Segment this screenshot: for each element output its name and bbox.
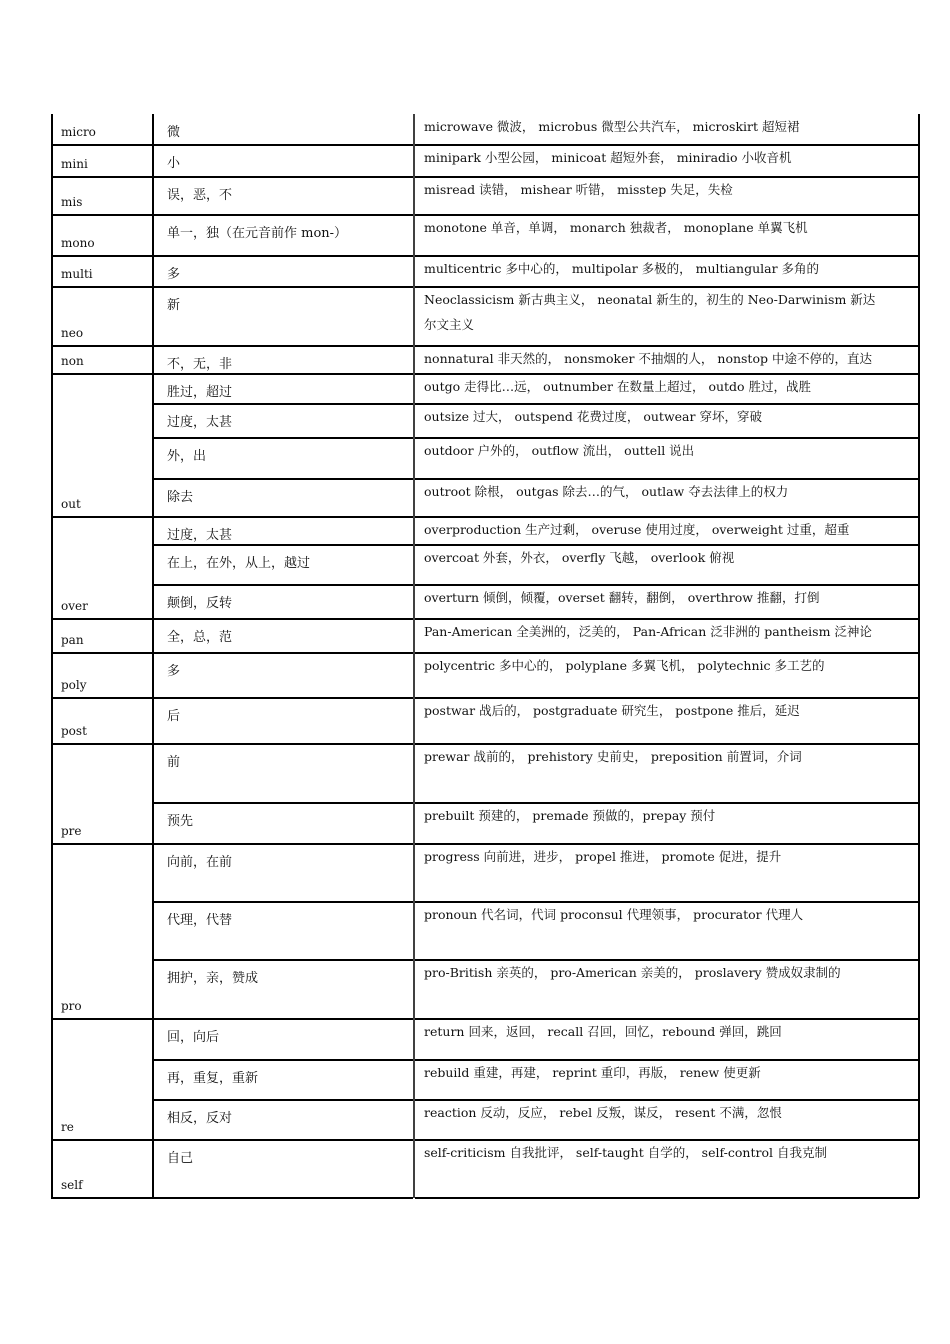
table-row — [156, 1060, 920, 1100]
table-row — [156, 177, 920, 215]
examples-text: outsize 过大， outspend 花费过度， outwear 穿坏，穿破 — [424, 409, 762, 424]
entry-pro — [51, 844, 920, 1019]
table-row — [156, 1019, 920, 1060]
prefix-label: over — [61, 599, 88, 613]
examples-text: misread 读错， mishear 听错， misstep 失足，失检 — [424, 182, 733, 197]
meaning-rows — [156, 114, 920, 145]
examples-cell — [414, 346, 920, 374]
meaning-rows — [156, 517, 920, 619]
examples-text: self-criticism 自我批评， self-taught 自学的， self-control 自我克制 — [424, 1145, 827, 1160]
examples-text: prewar 战前的， prehistory 史前史， preposition 前置词，介词 — [424, 749, 802, 764]
table-row — [156, 844, 920, 902]
meaning-rows — [156, 346, 920, 374]
table-row — [156, 479, 920, 517]
prefix-label: pan — [61, 633, 84, 647]
entry-mini — [51, 145, 920, 177]
meaning-cell: 全，总，范 — [167, 630, 233, 645]
prefix-label: poly — [61, 678, 87, 692]
examples-text: pronoun 代名词，代词 proconsul 代理领事， procurator 代理人 — [424, 907, 804, 922]
meaning-cell: 前 — [167, 755, 181, 770]
meaning-cell: 外，出 — [167, 449, 207, 464]
prefix-label: non — [61, 354, 84, 368]
examples-cell — [414, 177, 920, 215]
table-row — [156, 374, 920, 404]
prefix-label: pro — [61, 999, 82, 1013]
entry-non — [51, 346, 920, 374]
examples-cell — [414, 744, 920, 803]
prefix-label: mono — [61, 236, 95, 250]
prefix-label: re — [61, 1120, 74, 1134]
examples-text: outroot 除根， outgas 除去…的气， outlaw 夺去法律上的权力 — [424, 484, 789, 499]
prefix-label: multi — [61, 267, 93, 281]
prefix-cell — [51, 177, 151, 215]
examples-cell — [414, 114, 920, 145]
examples-cell — [414, 517, 920, 545]
prefix-cell — [51, 145, 151, 177]
entry-multi — [51, 256, 920, 287]
examples-text: pro-British 亲英的， pro-American 亲美的， proslavery 赞成奴隶制的 — [424, 965, 841, 980]
entry-re — [51, 1019, 920, 1140]
examples-cell — [414, 545, 920, 585]
prefix-cell — [51, 698, 151, 744]
examples-cell — [414, 1060, 920, 1100]
prefix-label: neo — [61, 326, 84, 340]
table-row — [156, 404, 920, 438]
examples-text: overturn 倾倒，倾覆，overset 翻转，翻倒， overthrow 推翻，打倒 — [424, 590, 820, 605]
prefix-label: mis — [61, 195, 83, 209]
examples-text: outdoor 户外的， outflow 流出， outtell 说出 — [424, 443, 695, 458]
examples-text: reaction 反动，反应， rebel 反叛，谋反， resent 不满，忽恨 — [424, 1105, 782, 1120]
table-row — [156, 619, 920, 653]
examples-cell — [414, 1100, 920, 1140]
examples-cell — [414, 145, 920, 177]
meaning-cell: 多 — [167, 267, 181, 282]
table-row — [156, 438, 920, 479]
prefix-table — [51, 114, 920, 1198]
examples-text: nonnatural 非天然的， nonsmoker 不抽烟的人， nonstop 中途不停的，直达 — [424, 351, 872, 366]
meaning-cell: 预先 — [167, 814, 194, 829]
meaning-rows — [156, 698, 920, 744]
examples-cell — [414, 404, 920, 438]
meaning-cell: 相反，反对 — [167, 1111, 233, 1126]
meaning-cell: 不，无，非 — [167, 357, 233, 372]
table-row — [156, 215, 920, 256]
meaning-cell: 回，向后 — [167, 1030, 220, 1045]
examples-text: overproduction 生产过剩， overuse 使用过度， overweight 过重，超重 — [424, 522, 850, 537]
table-row — [156, 744, 920, 803]
meaning-cell: 小 — [167, 156, 181, 171]
meaning-cell: 颠倒，反转 — [167, 596, 233, 611]
meaning-rows — [156, 744, 920, 844]
examples-cell — [414, 653, 920, 698]
table-row — [156, 545, 920, 585]
meaning-cell: 除去 — [167, 490, 194, 505]
examples-cell — [414, 960, 920, 1019]
prefix-label: mini — [61, 157, 88, 171]
prefix-cell — [51, 517, 151, 619]
meaning-cell: 代理，代替 — [167, 913, 233, 928]
examples-text: polycentric 多中心的， polyplane 多翼飞机， polytechnic 多工艺的 — [424, 658, 825, 673]
prefix-label: micro — [61, 125, 96, 139]
meaning-rows — [156, 1140, 920, 1198]
meaning-cell: 在上，在外，从上，越过 — [167, 556, 311, 571]
prefix-cell — [51, 114, 151, 145]
examples-text: Neoclassicism 新古典主义， neonatal 新生的，初生的 Neo-Darwinism 新达 — [424, 292, 876, 307]
table-row — [156, 1100, 920, 1140]
meaning-cell: 向前，在前 — [167, 855, 233, 870]
table-row — [156, 585, 920, 619]
examples-cell — [414, 902, 920, 960]
meaning-rows — [156, 215, 920, 256]
meaning-cell: 误，恶，不 — [167, 188, 233, 203]
examples-text: multicentric 多中心的， multipolar 多极的， multiangular 多角的 — [424, 261, 820, 276]
examples-text: outgo 走得比…远， outnumber 在数量上超过， outdo 胜过，战胜 — [424, 379, 812, 394]
entry-poly — [51, 653, 920, 698]
meaning-cell: 拥护，亲，赞成 — [167, 971, 259, 986]
meaning-rows — [156, 145, 920, 177]
examples-cell — [414, 698, 920, 744]
meaning-rows — [156, 177, 920, 215]
prefix-cell — [51, 256, 151, 287]
prefix-label: self — [61, 1178, 83, 1192]
examples-cell — [414, 256, 920, 287]
examples-cell — [414, 215, 920, 256]
table-row — [156, 256, 920, 287]
meaning-cell: 过度，太甚 — [167, 415, 233, 430]
prefix-cell — [51, 844, 151, 1019]
meaning-rows — [156, 653, 920, 698]
entry-over — [51, 517, 920, 619]
entry-mono — [51, 215, 920, 256]
table-row — [156, 1140, 920, 1198]
examples-text: minipark 小型公园， minicoat 超短外套， miniradio 小收音机 — [424, 150, 792, 165]
examples-text: postwar 战后的， postgraduate 研究生， postpone 推后，延迟 — [424, 703, 800, 718]
examples-cell — [414, 287, 920, 346]
examples-text: return 回来，返回， recall 召回，回忆，rebound 弹回，跳回 — [424, 1024, 782, 1039]
meaning-cell: 多 — [167, 664, 181, 679]
prefix-cell — [51, 215, 151, 256]
examples-text: prebuilt 预建的， premade 预做的，prepay 预付 — [424, 808, 716, 823]
table-row — [156, 145, 920, 177]
meaning-cell: 再，重复，重新 — [167, 1071, 259, 1086]
entry-post — [51, 698, 920, 744]
examples-cell — [414, 438, 920, 479]
prefix-cell — [51, 374, 151, 517]
entry-neo — [51, 287, 920, 346]
meaning-rows — [156, 374, 920, 517]
prefix-cell — [51, 653, 151, 698]
meaning-cell: 过度，太甚 — [167, 528, 233, 543]
examples-text: overcoat 外套，外衣， overfly 飞越， overlook 俯视 — [424, 550, 735, 565]
table-row — [156, 287, 920, 346]
table-row — [156, 902, 920, 960]
examples-text: Pan-American 全美洲的，泛美的， Pan-African 泛非洲的 pantheism 泛神论 — [424, 624, 872, 639]
entry-micro — [51, 114, 920, 145]
entry-self — [51, 1140, 920, 1198]
prefix-cell — [51, 346, 151, 374]
meaning-rows — [156, 256, 920, 287]
examples-cell — [414, 844, 920, 902]
examples-cell — [414, 374, 920, 404]
meaning-cell: 单一，独（在元音前作 mon-） — [167, 226, 348, 241]
entry-pan — [51, 619, 920, 653]
examples-cell — [414, 803, 920, 844]
meaning-cell: 后 — [167, 709, 181, 724]
meaning-cell: 微 — [167, 125, 181, 140]
examples-text: progress 向前进，进步， propel 推进， promote 促进，提升 — [424, 849, 782, 864]
table-row — [156, 698, 920, 744]
table-row — [156, 346, 920, 374]
examples-cell — [414, 1140, 920, 1198]
table-row — [156, 517, 920, 545]
examples-text: microwave 微波， microbus 微型公共汽车， microskirt 超短裙 — [424, 119, 800, 134]
prefix-cell — [51, 1019, 151, 1140]
prefix-cell — [51, 619, 151, 653]
prefix-cell — [51, 287, 151, 346]
prefix-cell — [51, 1140, 151, 1198]
meaning-rows — [156, 844, 920, 1019]
meaning-cell: 自己 — [167, 1151, 194, 1166]
entry-mis — [51, 177, 920, 215]
meaning-cell: 新 — [167, 298, 181, 313]
examples-cell — [414, 479, 920, 517]
table-row — [156, 960, 920, 1019]
table-row — [156, 653, 920, 698]
examples-cell — [414, 619, 920, 653]
prefix-cell — [51, 744, 151, 844]
examples-text-continued: 尔文主义 — [424, 317, 475, 332]
prefix-label: pre — [61, 824, 82, 838]
entry-out — [51, 374, 920, 517]
examples-cell — [414, 585, 920, 619]
table-row — [156, 114, 920, 145]
prefix-label: post — [61, 724, 87, 738]
meaning-cell: 胜过，超过 — [167, 385, 233, 400]
examples-text: rebuild 重建，再建， reprint 重印，再版， renew 使更新 — [424, 1065, 761, 1080]
prefix-label: out — [61, 497, 81, 511]
entry-pre — [51, 744, 920, 844]
meaning-rows — [156, 619, 920, 653]
examples-text: monotone 单音，单调， monarch 独裁者， monoplane 单翼飞机 — [424, 220, 808, 235]
examples-cell — [414, 1019, 920, 1060]
table-row — [156, 803, 920, 844]
meaning-rows — [156, 1019, 920, 1140]
meaning-rows — [156, 287, 920, 346]
